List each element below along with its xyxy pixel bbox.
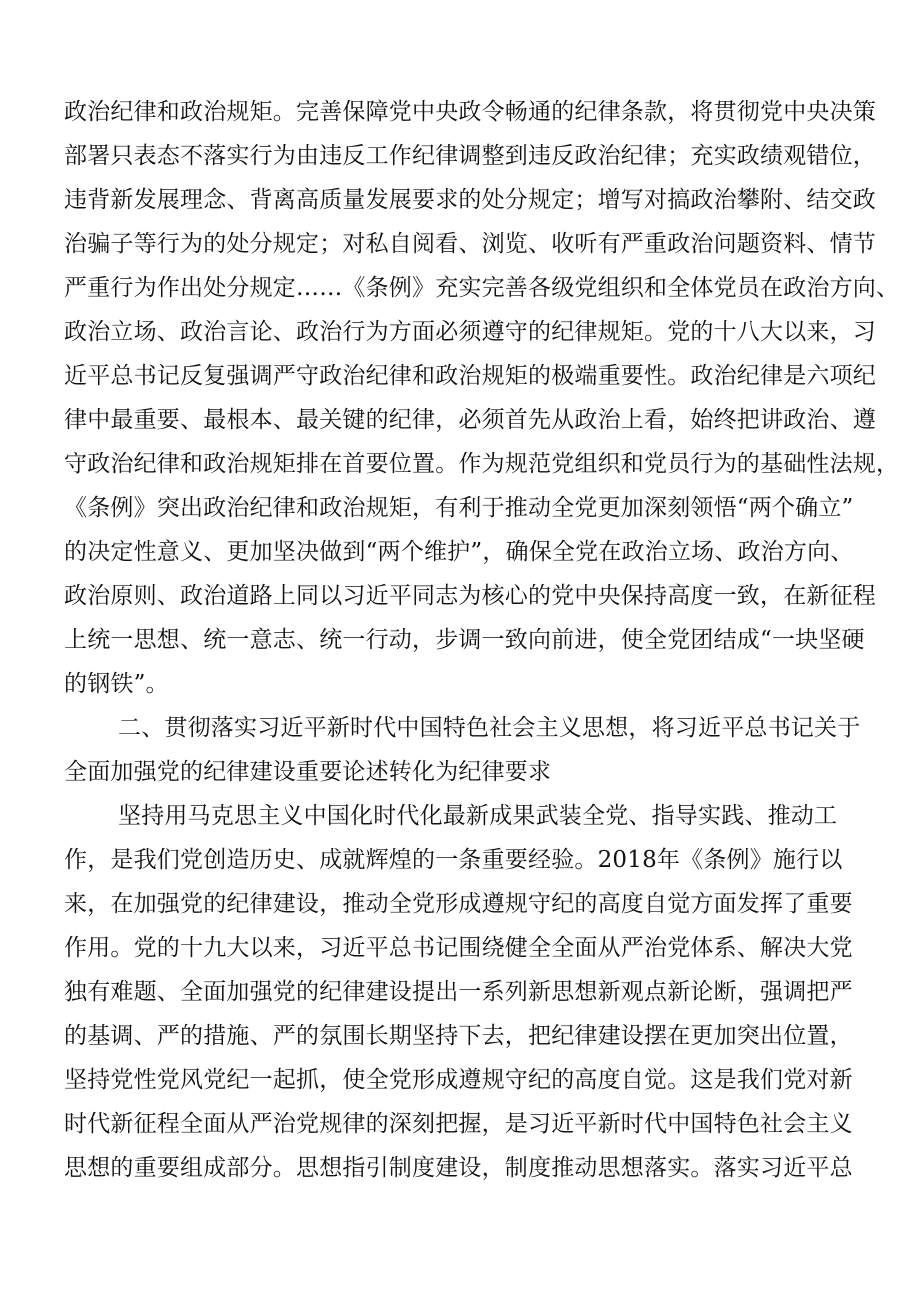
text-line: 守政治纪律和政治规矩排在首要位置。作为规范党组织和党员行为的基础性法规，	[64, 451, 900, 477]
text-line: 来，在加强党的纪律建设，推动全党形成遵规守纪的高度自觉方面发挥了重要	[64, 891, 853, 917]
text-line: 独有难题、全面加强党的纪律建设提出一系列新思想新观点新论断，强调把严	[64, 979, 853, 1005]
text-line: 坚持用马克思主义中国化时代化最新成果武装全党、指导实践、推动工	[118, 803, 838, 829]
text-line: 部署只表态不落实行为由违反工作纪律调整到违反政治纪律；充实政绩观错位，	[64, 143, 876, 169]
text-line: 的决定性意义、更加坚决做到“两个维护”，确保全党在政治立场、政治方向、	[64, 539, 854, 565]
text-line: 近平总书记反复强调严守政治纪律和政治规矩的极端重要性。政治纪律是六项纪	[64, 363, 876, 389]
text-line: 坚持党性党风党纪一起抓，使全党形成遵规守纪的高度自觉。这是我们党对新	[64, 1067, 853, 1093]
heading-line: 全面加强党的纪律建设重要论述转化为纪律要求	[64, 759, 552, 785]
text-line: 时代新征程全面从严治党规律的深刻把握，是习近平新时代中国特色社会主义	[64, 1111, 853, 1137]
text-line: 治骗子等行为的处分规定；对私自阅看、浏览、收听有严重政治问题资料、情节	[64, 231, 876, 257]
text-line: 上统一思想、统一意志、统一行动，步调一致向前进，使全党团结成“一块坚硬	[64, 627, 865, 653]
text-line: 作用。党的十九大以来，习近平总书记围绕健全全面从严治党体系、解决大党	[64, 935, 853, 961]
text-line: 的基调、严的措施、严的氛围长期坚持下去，把纪律建设摆在更加突出位置，	[64, 1023, 853, 1049]
text-line: 思想的重要组成部分。思想指引制度建设，制度推动思想落实。落实习近平总	[64, 1155, 853, 1181]
text-line: 违背新发展理念、背离高质量发展要求的处分规定；增写对搞政治攀附、结交政	[64, 187, 876, 213]
text-line: 政治立场、政治言论、政治行为方面必须遵守的纪律规矩。党的十八大以来，习	[64, 319, 876, 345]
text-line: 严重行为作出处分规定……《条例》充实完善各级党组织和全体党员在政治方向、	[64, 275, 900, 301]
text-line: 的钢铁”。	[64, 671, 169, 697]
text-line: 作，是我们党创造历史、成就辉煌的一条重要经验。2018年《条例》施行以	[64, 847, 843, 873]
heading-line: 二、贯彻落实习近平新时代中国特色社会主义思想，将习近平总书记关于	[118, 715, 861, 741]
text-line: 政治纪律和政治规矩。完善保障党中央政令畅通的纪律条款，将贯彻党中央决策	[64, 99, 876, 125]
text-line: 《条例》突出政治纪律和政治规矩，有利于推动全党更加深刻领悟“两个确立”	[64, 495, 854, 521]
text-line: 律中最重要、最根本、最关键的纪律，必须首先从政治上看，始终把讲政治、遵	[64, 407, 876, 433]
text-line: 政治原则、政治道路上同以习近平同志为核心的党中央保持高度一致，在新征程	[64, 583, 876, 609]
